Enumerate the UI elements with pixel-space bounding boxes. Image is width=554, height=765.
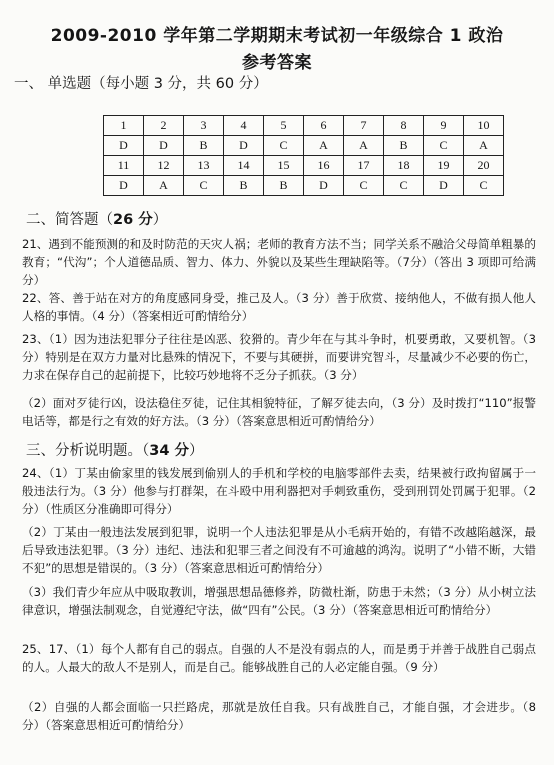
table-cell: A xyxy=(304,136,344,156)
answer-q25-part1: 25、17、（1）每个人都有自己的弱点。自强的人不是没有弱点的人，而是勇于并善于战胜自己弱点的人。人最大的敌人不是别人，而是自己。能够战胜自己的人必定能自强。（9 分） xyxy=(22,642,536,674)
table-row-question-numbers xyxy=(104,116,504,136)
table-cell: 4 xyxy=(224,116,264,136)
answer-q24-part1: 24、（1）丁某由偷家里的钱发展到偷别人的手机和学校的电脑零部件去卖，结果被行政拘留属于一般违法行为。（3 分）他参与打群架，在斗殴中用利器把对手刺致重伤，受到刑罚处罚属于犯罪。（2 分）（性质区分准确即可得分） xyxy=(22,466,536,516)
table-cell: 2 xyxy=(144,116,184,136)
table-cell: C xyxy=(184,176,224,196)
answer-q22: 22、答、善于站在对方的角度感同身受，推己及人。（3 分）善于欣赏、接纳他人，不做有损人他人人格的事情。（4 分）（答案相近可酌情给分） xyxy=(22,291,536,323)
table-cell: 9 xyxy=(424,116,464,136)
table-cell: 19 xyxy=(424,156,464,176)
table-cell: A xyxy=(144,176,184,196)
table-cell: 5 xyxy=(264,116,304,136)
table-row-answers xyxy=(104,136,504,156)
table-cell: D xyxy=(144,136,184,156)
table-cell: A xyxy=(344,136,384,156)
table-cell: B xyxy=(224,176,264,196)
table-cell: 8 xyxy=(384,116,424,136)
table-cell: 1 xyxy=(104,116,144,136)
table-cell: D xyxy=(104,136,144,156)
table-cell: D xyxy=(424,176,464,196)
document-title: 2009-2010 学年第二学期期末考试初一年级综合 1 政治 xyxy=(50,26,504,46)
table-cell: C xyxy=(264,136,304,156)
table-cell: 6 xyxy=(304,116,344,136)
table-cell: C xyxy=(384,176,424,196)
table-cell: D xyxy=(224,136,264,156)
table-cell: C xyxy=(424,136,464,156)
answer-q24-part2: （2）丁某由一般违法发展到犯罪，说明一个人违法犯罪是从小毛病开始的，有错不改越陷越深，最后导致违法犯罪。（3 分）违纪、违法和犯罪三者之间没有不可逾越的鸿沟。说明了“小错不断，大错不犯”的思想是错误的。（3 分）（答案意思相近可酌情给分） xyxy=(22,525,536,575)
section-heading-multiple-choice: 一、 单选题（每小题 3 分，共 60 分） xyxy=(14,76,268,92)
table-cell: 14 xyxy=(224,156,264,176)
table-cell: B xyxy=(264,176,304,196)
table-cell: C xyxy=(464,176,504,196)
table-cell: C xyxy=(344,176,384,196)
table-row-question-numbers xyxy=(104,156,504,176)
section-heading-short-answer xyxy=(26,208,167,229)
table-cell: D xyxy=(304,176,344,196)
table-cell: 12 xyxy=(144,156,184,176)
table-cell: 15 xyxy=(264,156,304,176)
table-cell: 7 xyxy=(344,116,384,136)
table-cell: A xyxy=(464,136,504,156)
answer-q23-part1: 23、（1）因为违法犯罪分子往往是凶恶、狡猾的。青少年在与其斗争时，机要勇敢，又要机智。（3 分）特别是在双方力量对比悬殊的情况下，不要与其硬拼，而要讲究智斗，尽量减少不必要的伤亡，力求在保存自己的起前提下，比较巧妙地将不乏分子抓获。（3 分） xyxy=(22,332,536,382)
table-cell: 17 xyxy=(344,156,384,176)
table-cell: 3 xyxy=(184,116,224,136)
table-cell: B xyxy=(184,136,224,156)
table-cell: 16 xyxy=(304,156,344,176)
section-heading-text: ） xyxy=(152,212,168,228)
answer-q23-part2: （2）面对歹徒行凶，设法稳住歹徒，记住其相貌特征，了解歹徒去向，（3 分）及时拨打“110”报警电话等，都是行之有效的好方法。（3 分）（答案意思相近可酌情给分） xyxy=(22,396,536,428)
table-cell: 20 xyxy=(464,156,504,176)
document-subtitle: 参考答案 xyxy=(242,53,312,73)
table-cell: B xyxy=(384,136,424,156)
section-heading-text: 二、简答题（ xyxy=(26,212,113,228)
table-cell: D xyxy=(104,176,144,196)
answer-q25-part2: （2）自强的人都会面临一只拦路虎，那就是放任自我。只有战胜自己，才能自强，才会进步。（8 分）（答案意思相近可酌情给分） xyxy=(22,700,536,732)
answer-table xyxy=(103,115,504,196)
answer-q24-part3: （3）我们青少年应从中吸取教训，增强思想品德修养，防微杜渐，防患于未然；（3 分）从小树立法律意识，增强法制观念，自觉遵纪守法，做“四有”公民。（3 分）（答案意思相近可酌情给分） xyxy=(22,585,536,617)
table-cell: 10 xyxy=(464,116,504,136)
section-score: 34 分 xyxy=(149,443,189,459)
table-cell: 18 xyxy=(384,156,424,176)
section-heading-text: 三、分析说明题。（ xyxy=(26,443,150,459)
table-cell: 13 xyxy=(184,156,224,176)
table-cell: 11 xyxy=(104,156,144,176)
section-heading-text: ） xyxy=(188,443,204,459)
table-row-answers xyxy=(104,176,504,196)
section-score: 26 分 xyxy=(113,212,153,228)
answer-q21: 21、遇到不能预测的和及时防范的天灾人祸；老师的教育方法不当；同学关系不融洽父母简单粗暴的教育；“代沟”；个人道德品质、智力、体力、外貌以及某些生理缺陷等。（7分）（答出 3 项即可给满分） xyxy=(22,237,536,287)
section-heading-analysis xyxy=(26,439,203,460)
